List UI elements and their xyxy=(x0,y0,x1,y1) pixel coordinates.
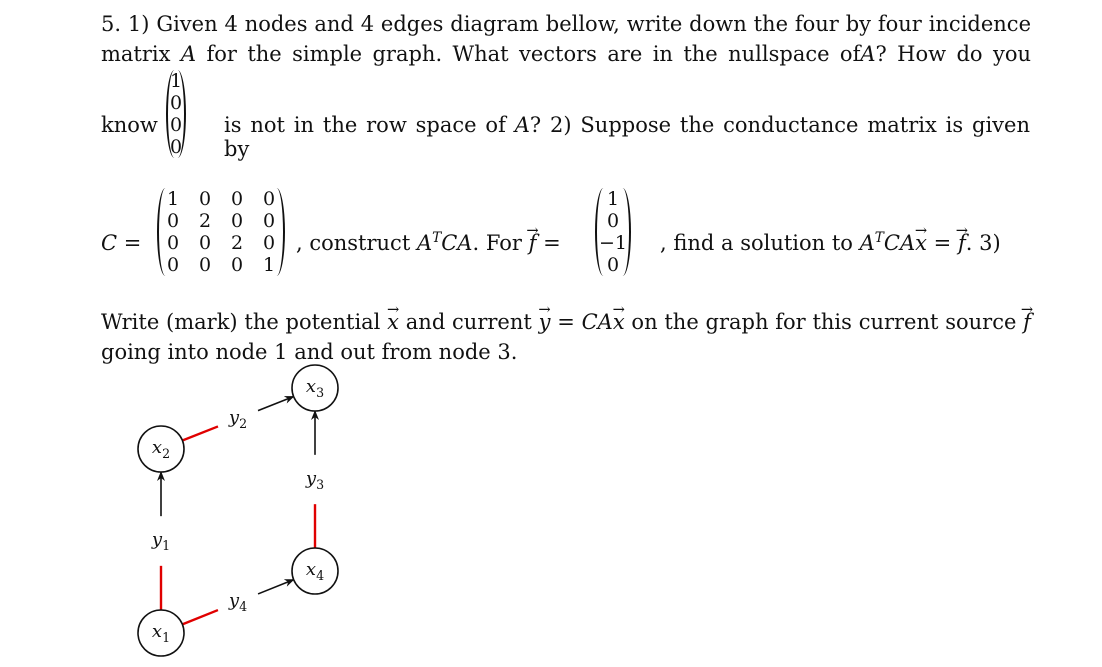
text: ? How do you xyxy=(875,42,1031,66)
matrix-symbol: A xyxy=(859,231,875,255)
edge-symbol: y xyxy=(305,467,317,489)
problem-line-6: going into node 1 and out from node 3. xyxy=(101,340,518,364)
text: ? 2) Suppose the conductance matrix is given by xyxy=(224,113,1030,161)
transpose-mark: T xyxy=(874,229,884,246)
matrix-symbol: A xyxy=(180,42,197,66)
text: for the simple graph. What vectors are in the nullspace of xyxy=(206,42,861,66)
equals: = xyxy=(550,310,575,334)
node-label-x4 xyxy=(306,559,324,583)
vector-entry: 0 xyxy=(606,254,620,276)
node-symbol: x xyxy=(151,437,163,459)
matrix-symbol: CA xyxy=(581,310,613,334)
f-vector-symbol: → f xyxy=(958,231,966,255)
matrix-entry: 0 xyxy=(230,254,244,276)
node-label-x2 xyxy=(152,437,170,461)
vector-entry: 0 xyxy=(170,136,183,158)
text: matrix xyxy=(101,42,171,66)
matrix-entry: 2 xyxy=(198,210,212,232)
text: on the graph for this current source xyxy=(631,310,1017,334)
matrix-entry: 0 xyxy=(262,232,276,254)
transpose-mark: T xyxy=(432,229,442,246)
matrix-entry: 1 xyxy=(166,188,180,210)
matrix-entry: 0 xyxy=(198,232,212,254)
edge-symbol: y xyxy=(151,529,163,551)
vector-entry: −1 xyxy=(599,232,628,254)
edge-label-y1 xyxy=(152,529,170,553)
text: . For xyxy=(472,231,522,255)
vector-entry: 0 xyxy=(170,114,183,136)
x-vector-symbol: → x xyxy=(613,310,625,334)
node-subscript: 1 xyxy=(162,629,171,645)
matrix-entry: 0 xyxy=(262,210,276,232)
node-symbol: x xyxy=(305,376,317,398)
y-vector-symbol: → y xyxy=(539,310,551,334)
edge-label-y2 xyxy=(229,407,247,431)
problem-text-1: 1) Given 4 nodes and 4 edges diagram bellow, write down the four by four incidence xyxy=(127,12,1031,36)
text: and current xyxy=(405,310,532,334)
edge-y4-segment xyxy=(182,610,218,624)
edge-symbol: y xyxy=(228,590,240,612)
text: is not in the row space of xyxy=(224,113,506,137)
f-vector-symbol: → f xyxy=(1023,310,1031,334)
text: Write (mark) the potential xyxy=(101,310,381,334)
text: , find a solution to xyxy=(660,231,853,255)
matrix-entry: 0 xyxy=(166,254,180,276)
vector-entry: 0 xyxy=(170,92,183,114)
edge-label-y3 xyxy=(306,468,324,492)
matrix-entry: 0 xyxy=(230,210,244,232)
edge-subscript: 4 xyxy=(239,598,248,614)
node-symbol: x xyxy=(151,621,163,643)
vector-entry: 1 xyxy=(606,188,620,210)
edge-y2-segment xyxy=(182,426,218,440)
matrix-entry: 1 xyxy=(262,254,276,276)
vector-entry: 1 xyxy=(170,70,183,92)
matrix-symbol: CA xyxy=(441,231,473,255)
edge-y4-arrow xyxy=(258,580,294,594)
x-vector-symbol: → x xyxy=(387,310,399,334)
edge-label-y4 xyxy=(229,590,247,614)
edge-subscript: 1 xyxy=(162,537,171,553)
text: . 3) xyxy=(965,231,1001,255)
matrix-symbol: A xyxy=(416,231,433,255)
node-subscript: 3 xyxy=(316,384,325,400)
matrix-entry: 0 xyxy=(198,188,212,210)
node-label-x3 xyxy=(306,376,324,400)
node-subscript: 4 xyxy=(316,567,325,583)
edge-subscript: 3 xyxy=(316,476,325,492)
matrix-entry: 0 xyxy=(166,232,180,254)
node-symbol: x xyxy=(305,559,317,581)
edge-symbol: y xyxy=(228,406,240,428)
matrix-entry: 0 xyxy=(262,188,276,210)
matrix-symbol: CA xyxy=(883,231,916,255)
f-vector-symbol: → f xyxy=(529,231,537,255)
matrix-entry: 2 xyxy=(230,232,244,254)
vector-entry: 0 xyxy=(606,210,620,232)
edge-subscript: 2 xyxy=(239,415,248,431)
matrix-entry: 0 xyxy=(166,210,180,232)
matrix-symbol: A xyxy=(514,113,530,137)
node-label-x1 xyxy=(152,621,170,645)
matrix-entry: 0 xyxy=(230,188,244,210)
text: , construct xyxy=(296,231,411,255)
x-vector-symbol: → x xyxy=(915,231,927,255)
equals: = xyxy=(536,231,561,255)
matrix-entry: 0 xyxy=(198,254,212,276)
edge-y2-arrow xyxy=(258,396,294,410)
matrix-symbol: A xyxy=(860,42,876,66)
equals: = xyxy=(926,231,952,255)
know-text: know xyxy=(101,113,158,137)
C-equals: C = xyxy=(101,231,142,255)
node-subscript: 2 xyxy=(162,445,171,461)
problem-number: 5. xyxy=(101,12,122,36)
